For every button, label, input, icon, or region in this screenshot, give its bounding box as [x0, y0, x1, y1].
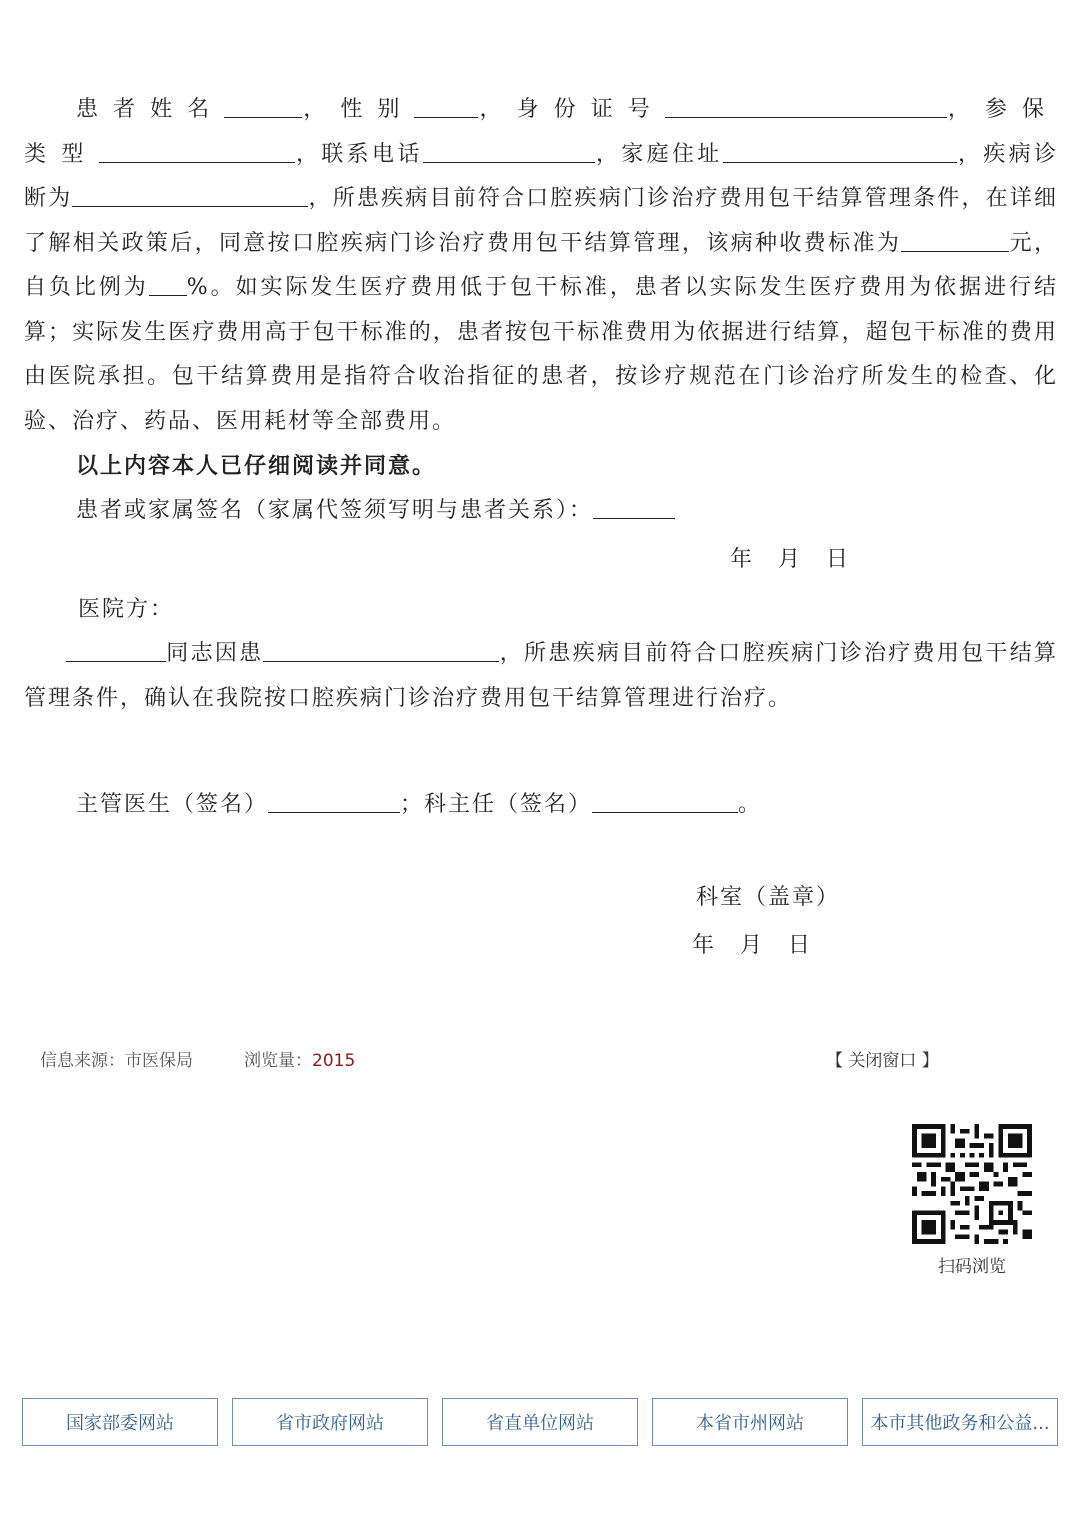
- consent-policy-text: ，所患疾病目前符合口腔疾病门诊治疗费用包干结算管理条件，在详细了解相关政策后，同意按口腔疾病门诊治疗费用包干结算管理，该病种收费标准为: [24, 186, 1058, 256]
- hospital-confirmation-text: ，所患疾病目前符合口腔疾病门诊治疗费用包干结算管理条件，确认在我院按口腔疾病门诊治疗费用包干结算管理进行治疗。: [24, 641, 1058, 711]
- agreement-statement: 以上内容本人已仔细阅读并同意。: [76, 453, 437, 479]
- end-mark: 。: [738, 792, 763, 817]
- link-provincial-municipal-gov[interactable]: 省市政府网站: [232, 1398, 428, 1446]
- source-value: 市医保局: [125, 1051, 193, 1071]
- blank-address: [723, 134, 957, 163]
- doctor-signature-label: 主管医生（签名）: [76, 792, 269, 817]
- patient-signature-label: 患者或家属签名（家属代签须写明与患者关系）：: [76, 497, 594, 523]
- hospital-paragraph: [24, 632, 1058, 721]
- info-source: [40, 1046, 193, 1071]
- consent-document: [24, 88, 1058, 533]
- label-self-pay-ratio: 元，自负比例为: [24, 230, 1058, 300]
- related-links-bar: [22, 1398, 1058, 1446]
- label-phone: ，联系电话: [294, 141, 423, 167]
- blank-doctor-signature: [268, 784, 400, 813]
- views-label: 浏览量：: [244, 1051, 312, 1071]
- consent-paragraph: [24, 88, 1058, 444]
- dept-date: 年 月 日: [692, 933, 813, 958]
- link-provincial-units[interactable]: 省直单位网站: [442, 1398, 638, 1446]
- patient-signature-line: [24, 489, 1058, 534]
- link-province-city-sites[interactable]: 本省市州网站: [652, 1398, 848, 1446]
- blank-phone: [423, 134, 595, 163]
- label-diagnosis: ，疾病诊断为: [24, 141, 1058, 211]
- blank-self-pay-ratio: [149, 267, 187, 296]
- link-national-ministries[interactable]: 国家部委网站: [22, 1398, 218, 1446]
- blank-insurance-type: [99, 134, 295, 163]
- blank-patient-name-hospital: [66, 633, 166, 662]
- views-value: 2015: [312, 1051, 356, 1071]
- close-window-button[interactable]: 【 关闭窗口 】: [826, 1051, 939, 1071]
- blank-director-signature: [592, 784, 738, 813]
- qr-code-icon: [912, 1124, 1032, 1244]
- label-gender: ，性别: [302, 97, 415, 122]
- blank-gender: [414, 89, 478, 118]
- source-label: 信息来源：: [40, 1051, 125, 1071]
- qr-label: 扫码浏览: [938, 1257, 1006, 1277]
- blank-fee-standard: [901, 223, 1009, 252]
- dept-seal: 科室（盖章）: [696, 885, 841, 910]
- blank-disease: [263, 633, 499, 662]
- label-insurance-type: ，参保类型: [24, 97, 1058, 167]
- blank-id-number: [665, 89, 947, 118]
- settlement-rules-text: %。如实际发生医疗费用低于包干标准，患者以实际发生医疗费用为依据进行结算；实际发生医疗费用高于包干标准的，患者按包干标准费用为依据进行结算，超包干标准的费用由医院承担。包干结算费用是指符合收治指征的患者，按诊疗规范在门诊治疗所发生的检查、化验、治疗、药品、医用耗材等全部费用。: [24, 275, 1058, 434]
- view-count: [244, 1046, 355, 1071]
- blank-patient-signature: [593, 490, 675, 519]
- director-signature-label: ；科主任（签名）: [400, 792, 593, 817]
- patient-date: 年 月 日: [730, 547, 851, 572]
- label-patient-name: 患者姓名: [76, 97, 225, 122]
- blank-diagnosis: [72, 178, 308, 207]
- link-other-city-sites[interactable]: 本市其他政务和公益...: [862, 1398, 1058, 1446]
- hospital-label: 医院方：: [78, 597, 175, 622]
- blank-patient-name: [224, 89, 302, 118]
- label-address: ，家庭住址: [594, 141, 723, 167]
- signature-row: [76, 784, 762, 818]
- hospital-section: [24, 632, 1058, 721]
- label-patient-disease: 同志因患: [166, 641, 264, 666]
- label-id-number: ，身份证号: [478, 97, 665, 122]
